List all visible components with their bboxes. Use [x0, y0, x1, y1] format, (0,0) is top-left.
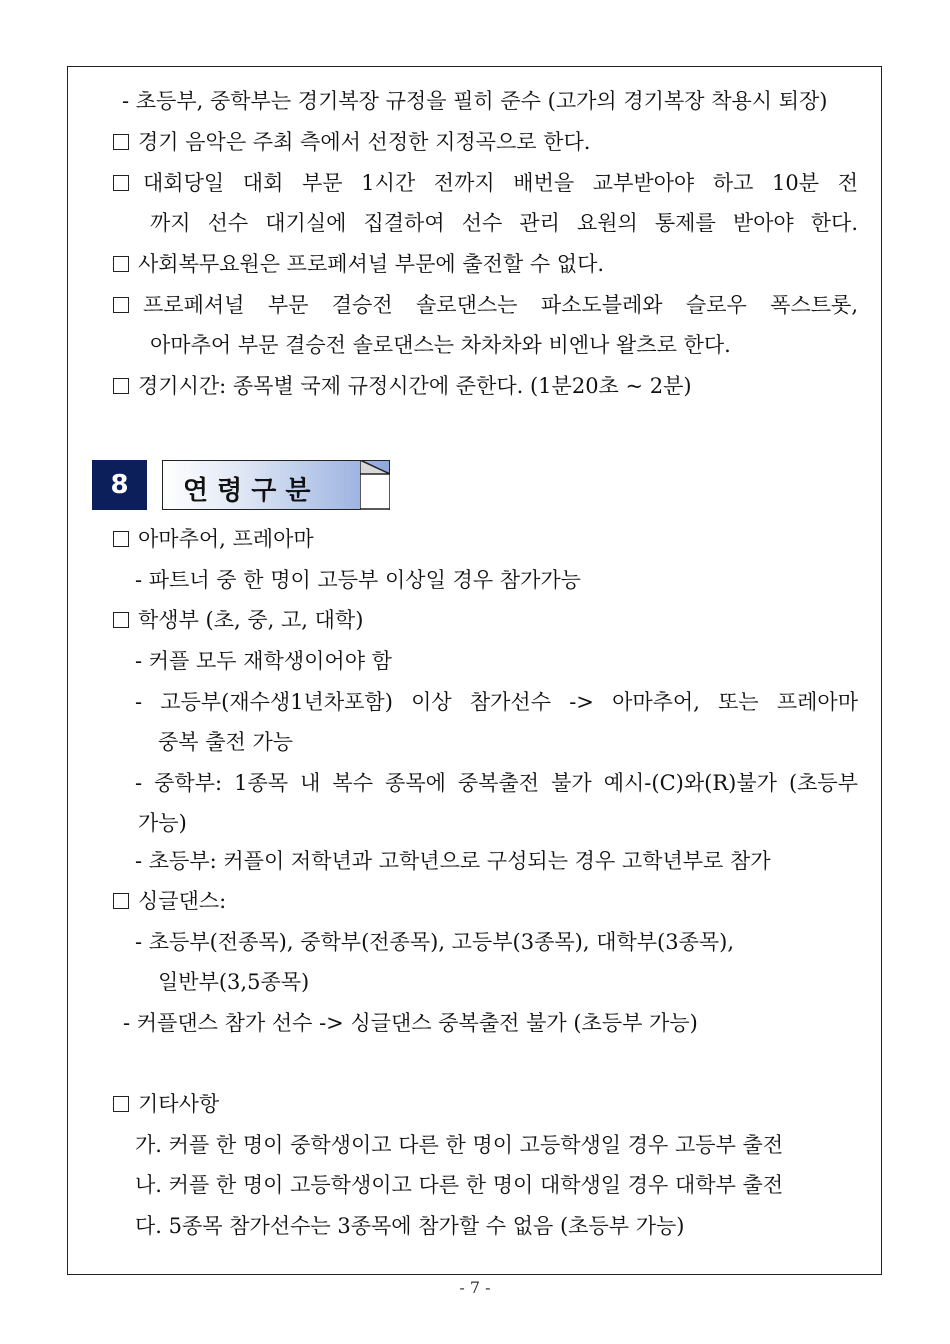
- age-subitem: - 고등부(재수생1년차포함) 이상 참가선수 -> 아마추어, 또는 프레아마: [135, 690, 858, 714]
- section-title: 연령구분: [183, 476, 320, 506]
- page-number: - 7 -: [459, 1278, 491, 1297]
- rule-text-continued: 까지 선수 대기실에 집결하여 선수 관리 요원의 통제를 받아야 한다.: [150, 211, 858, 235]
- age-subitem: - 파트너 중 한 명이 고등부 이상일 경우 참가가능: [135, 568, 581, 592]
- age-text: 싱글댄스:: [138, 889, 227, 913]
- other-item-na: 나. 커플 한 명이 고등학생이고 다른 한 명이 대학생일 경우 대학부 출전: [135, 1173, 784, 1197]
- section-number-badge: 8: [92, 460, 147, 510]
- rule-item-registration: [113, 170, 858, 196]
- other-item-ga: 가. 커플 한 명이 중학생이고 다른 한 명이 고등학생일 경우 고등부 출전: [135, 1133, 784, 1157]
- rule-text: 경기시간: 종목별 국제 규정시간에 준한다. (1분20초 ~ 2분): [138, 374, 692, 398]
- checkbox-icon: [113, 378, 129, 394]
- checkbox-icon: [113, 612, 129, 628]
- checkbox-icon: [113, 1096, 129, 1112]
- checkbox-icon: [113, 256, 129, 272]
- rule-item-time: [113, 373, 692, 399]
- age-subitem: - 커플댄스 참가 선수 -> 싱글댄스 중복출전 불가 (초등부 가능): [123, 1011, 698, 1035]
- rule-text: 사회복무요원은 프로페셔널 부문에 출전할 수 없다.: [138, 252, 605, 276]
- age-subitem: - 초등부: 커플이 저학년과 고학년으로 구성되는 경우 고학년부로 참가: [135, 849, 771, 873]
- rule-item-service: [113, 251, 604, 277]
- checkbox-icon: [113, 531, 129, 547]
- checkbox-icon: [113, 175, 129, 191]
- age-item-single-dance: [113, 888, 226, 914]
- rule-line-dress-code: - 초등부, 중학부는 경기복장 규정을 필히 준수 (고가의 경기복장 착용시 퇴장): [122, 89, 828, 113]
- age-subitem: - 초등부(전종목), 중학부(전종목), 고등부(3종목), 대학부(3종목),: [135, 930, 735, 954]
- rule-item-final-solo: [113, 292, 858, 318]
- rule-item-music: [113, 129, 590, 155]
- rule-text-continued: 아마추어 부문 결승전 솔로댄스는 차차차와 비엔나 왈츠로 한다.: [150, 333, 731, 357]
- age-text: 학생부 (초, 중, 고, 대학): [138, 608, 364, 632]
- age-text: 기타사항: [138, 1092, 220, 1116]
- section-title-box: [162, 460, 390, 510]
- checkbox-icon: [113, 297, 129, 313]
- other-item-da: 다. 5종목 참가선수는 3종목에 참가할 수 없음 (초등부 가능): [135, 1214, 685, 1238]
- age-item-amateur: [113, 526, 314, 552]
- age-subitem-continued: 일반부(3,5종목): [158, 970, 310, 994]
- rule-text: 경기 음악은 주최 측에서 선정한 지정곡으로 한다.: [138, 130, 591, 154]
- age-text: 아마추어, 프레아마: [138, 527, 314, 551]
- age-subitem-continued: 중복 출전 가능: [158, 730, 294, 754]
- checkbox-icon: [113, 893, 129, 909]
- page-fold-icon: [360, 460, 390, 510]
- age-item-other: [113, 1091, 219, 1117]
- age-subitem: - 커플 모두 재학생이어야 함: [135, 649, 392, 673]
- checkbox-icon: [113, 134, 129, 150]
- age-subitem: - 중학부: 1종목 내 복수 종목에 중복출전 불가 예시-(C)와(R)불가 (초등부: [135, 771, 858, 795]
- age-item-student: [113, 607, 363, 633]
- rule-text: 프로페셔널 부문 결승전 솔로댄스는 파소도블레와 슬로우 폭스트롯,: [143, 293, 858, 317]
- age-subitem-continued: 가능): [138, 811, 187, 835]
- rule-text: 대회당일 대회 부문 1시간 전까지 배번을 교부받아야 하고 10분 전: [143, 171, 858, 195]
